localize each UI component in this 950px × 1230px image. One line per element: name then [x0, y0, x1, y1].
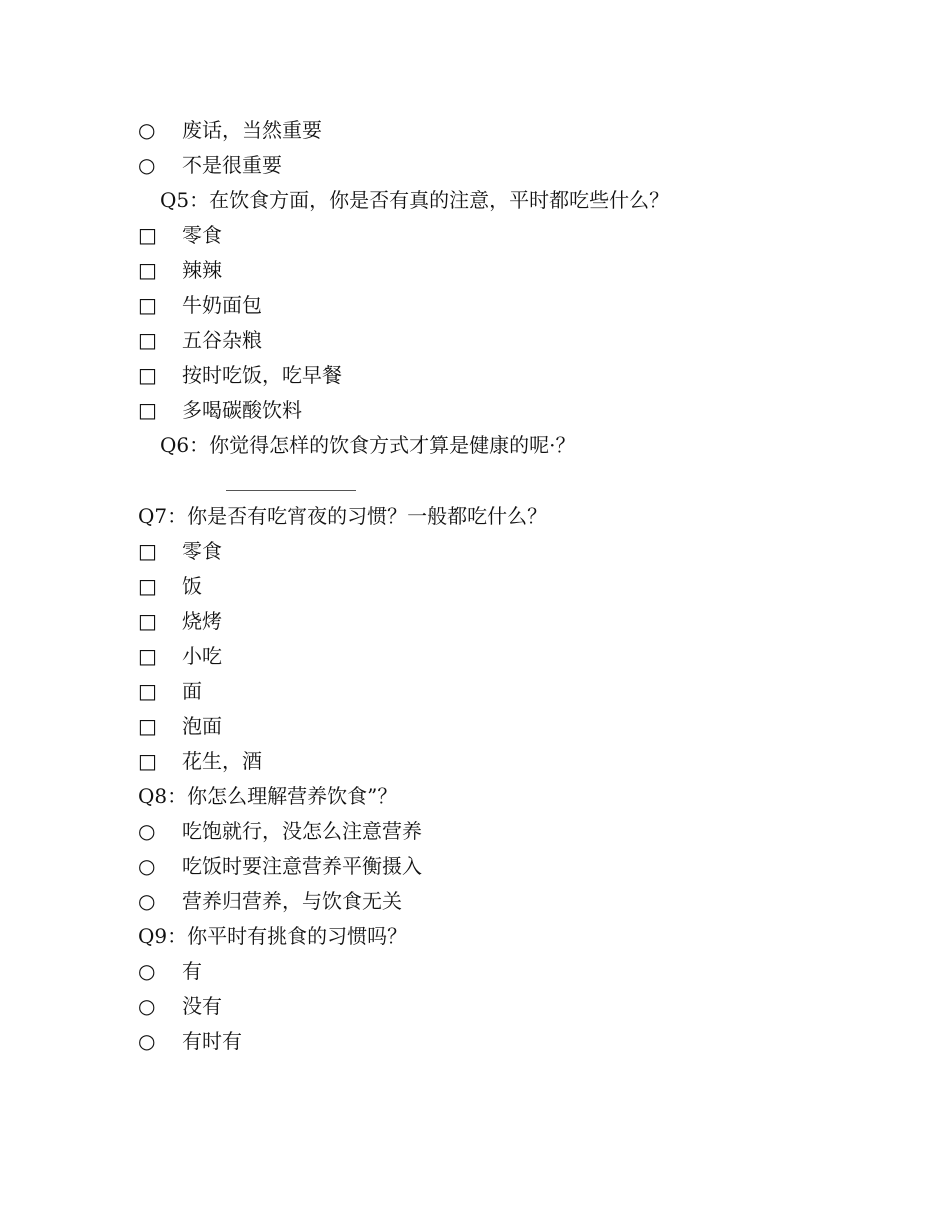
q8-option-1[interactable] [138, 814, 422, 849]
option-label: 面 [182, 679, 202, 703]
option-label: 不是很重要 [182, 153, 282, 177]
checkbox-icon[interactable]: □ [138, 574, 157, 598]
q9-option-1[interactable] [138, 954, 202, 989]
q5-option-3[interactable] [138, 288, 262, 323]
q7-option-5[interactable] [138, 674, 202, 709]
checkbox-icon[interactable]: □ [138, 398, 157, 422]
option-label: 吃饭时要注意营养平衡摄入 [182, 854, 422, 878]
q9-option-3[interactable] [138, 1024, 242, 1059]
radio-icon[interactable]: ○ [138, 889, 156, 913]
q5-option-4[interactable] [138, 323, 262, 358]
q8-option-3[interactable] [138, 884, 402, 919]
q7-option-7[interactable] [138, 744, 262, 779]
radio-icon[interactable]: ○ [138, 819, 156, 843]
radio-icon[interactable]: ○ [138, 854, 156, 878]
checkbox-icon[interactable]: □ [138, 363, 157, 387]
q9-question: Q9：你平时有挑食的习惯吗？ [138, 924, 408, 948]
q7-option-2[interactable] [138, 569, 202, 604]
radio-icon[interactable]: ○ [138, 153, 156, 177]
radio-icon[interactable]: ○ [138, 994, 156, 1018]
checkbox-icon[interactable]: □ [138, 293, 157, 317]
option-label: 没有 [182, 994, 222, 1018]
option-label: 五谷杂粮 [182, 328, 262, 352]
checkbox-icon[interactable]: □ [138, 258, 157, 282]
option-label: 泡面 [182, 714, 222, 738]
checkbox-icon[interactable]: □ [138, 539, 157, 563]
option-label: 按时吃饭，吃早餐 [182, 363, 342, 387]
checkbox-icon[interactable]: □ [138, 328, 157, 352]
checkbox-icon[interactable]: □ [138, 609, 157, 633]
option-label: 牛奶面包 [182, 293, 262, 317]
q5-option-1[interactable] [138, 218, 222, 253]
option-label: 有 [182, 959, 202, 983]
q7-option-6[interactable] [138, 709, 222, 744]
q8-question: Q8：你怎么理解营养饮食”？ [138, 784, 398, 808]
checkbox-icon[interactable]: □ [138, 679, 157, 703]
radio-icon[interactable]: ○ [138, 118, 156, 142]
option-label: 零食 [182, 223, 222, 247]
q5-option-5[interactable] [138, 358, 342, 393]
option-label: 营养归营养，与饮食无关 [182, 889, 402, 913]
q7-option-1[interactable] [138, 534, 222, 569]
q6-question: Q6：你觉得怎样的饮食方式才算是健康的呢·？ [160, 433, 576, 457]
radio-icon[interactable]: ○ [138, 1029, 156, 1053]
q5-option-2[interactable] [138, 253, 222, 288]
checkbox-icon[interactable]: □ [138, 714, 157, 738]
q5-question: Q5：在饮食方面，你是否有真的注意，平时都吃些什么？ [160, 188, 670, 212]
checkbox-icon[interactable]: □ [138, 644, 157, 668]
q5-option-6[interactable] [138, 393, 302, 428]
option-label: 小吃 [182, 644, 222, 668]
option-label: 吃饱就行，没怎么注意营养 [182, 819, 422, 843]
q4-option-2[interactable] [138, 148, 282, 183]
radio-icon[interactable]: ○ [138, 959, 156, 983]
q6-answer-blank[interactable] [226, 490, 356, 491]
option-label: 饭 [182, 574, 202, 598]
q7-question: Q7：你是否有吃宵夜的习惯？一般都吃什么？ [138, 504, 548, 528]
checkbox-icon[interactable]: □ [138, 749, 157, 773]
q7-option-4[interactable] [138, 639, 222, 674]
option-label: 辣辣 [182, 258, 222, 282]
option-label: 花生，酒 [182, 749, 262, 773]
option-label: 有时有 [182, 1029, 242, 1053]
option-label: 零食 [182, 539, 222, 563]
option-label: 多喝碳酸饮料 [182, 398, 302, 422]
option-label: 废话，当然重要 [182, 118, 322, 142]
q4-option-1[interactable] [138, 113, 322, 148]
q9-option-2[interactable] [138, 989, 222, 1024]
checkbox-icon[interactable]: □ [138, 223, 157, 247]
q8-option-2[interactable] [138, 849, 422, 884]
q7-option-3[interactable] [138, 604, 222, 639]
option-label: 烧烤 [182, 609, 222, 633]
